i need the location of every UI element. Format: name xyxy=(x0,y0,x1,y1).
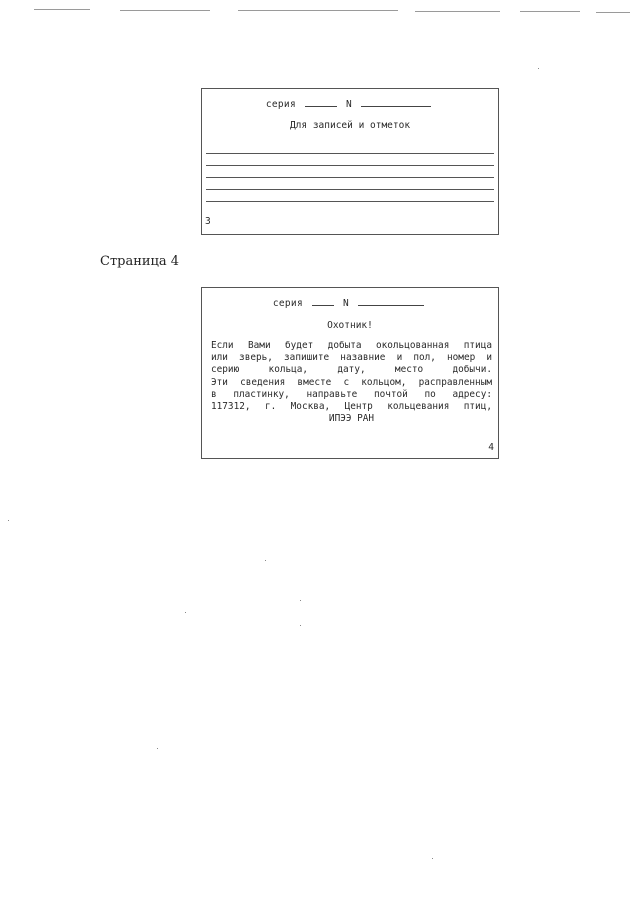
notice-line: в пластинку, направьте почтой по адресу: xyxy=(211,388,492,400)
record-line xyxy=(206,189,494,190)
record-line xyxy=(206,153,494,154)
series-number-line xyxy=(202,96,498,110)
notice-line: Эти сведения вместе с кольцом, расправленным xyxy=(211,376,492,388)
series-label: серия xyxy=(272,298,303,309)
scan-artifact-top xyxy=(415,11,500,12)
card-records-page3 xyxy=(201,88,499,235)
scan-artifact-top xyxy=(34,9,90,10)
series-blank xyxy=(312,295,334,306)
notice-heading: Охотник! xyxy=(327,320,373,331)
page-label: Страница 4 xyxy=(100,254,180,269)
scan-speck xyxy=(157,748,158,749)
record-line xyxy=(206,165,494,166)
card-page-number: 4 xyxy=(488,442,494,453)
scan-speck xyxy=(265,560,266,561)
scan-speck xyxy=(538,68,539,69)
scan-speck xyxy=(8,520,9,521)
scan-artifact-top xyxy=(596,12,630,13)
record-line xyxy=(206,177,494,178)
card-hunter-notice-page4 xyxy=(201,287,499,459)
notice-line: серию кольца, дату, место добычи. xyxy=(211,364,492,376)
record-line xyxy=(206,201,494,202)
card-page-number: 3 xyxy=(205,216,211,227)
notice-line: Если Вами будет добыта окольцованная птица xyxy=(211,340,492,351)
number-label: N xyxy=(346,99,353,110)
scan-speck xyxy=(300,625,301,626)
notice-line: 117312, г. Москва, Центр кольцевания птиц, xyxy=(211,401,492,413)
number-label: N xyxy=(343,298,350,309)
scan-speck xyxy=(432,858,433,859)
number-blank xyxy=(361,96,431,107)
scan-speck xyxy=(300,600,301,601)
series-label: серия xyxy=(265,99,296,110)
notice-line: или зверь, запишите назавние и пол, номер и xyxy=(211,352,492,364)
scan-artifact-top xyxy=(520,11,580,12)
notice-body xyxy=(211,340,492,425)
series-number-line xyxy=(202,295,498,309)
scan-speck xyxy=(185,612,186,613)
scan-artifact-top xyxy=(120,10,210,11)
number-blank xyxy=(358,295,424,306)
series-blank xyxy=(305,96,337,107)
records-heading: Для записей и отметок xyxy=(289,120,411,131)
scan-artifact-top xyxy=(238,10,398,11)
notice-line: ИПЭЭ РАН xyxy=(328,413,375,425)
